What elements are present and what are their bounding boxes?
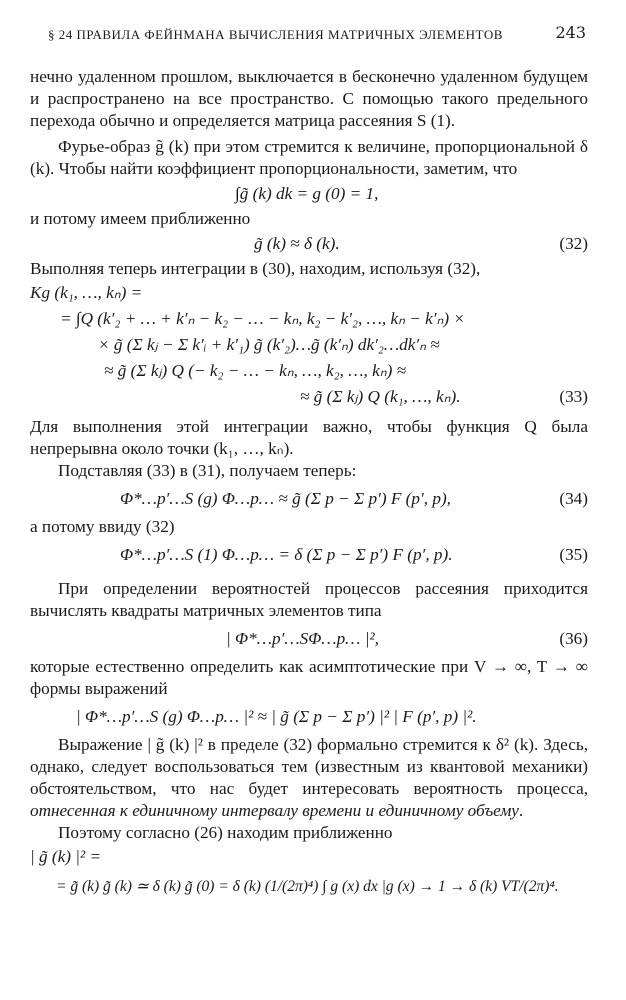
equation-number: (36) <box>559 629 588 648</box>
formula-35: Φ*…p′…S (1) Φ…p… = δ (Σ p − Σ p′) F (p′, p). (35) <box>30 538 588 572</box>
formula-final-line-1: | g̃ (k) |² = <box>30 847 102 866</box>
paragraph: Подставляя (33) в (31), получаем теперь: <box>58 461 357 480</box>
paragraph: Выражение | g̃ (k) |² в пределе (32) формально стремится к δ² (k). Здесь, однако, следует воспользоваться тем (известным из квантовой механики) обстоятельством, что нас будет интересовать вероятность процесса, отнесенная к единичному интервалу времени и единичному объему. <box>30 735 588 820</box>
paragraph: Для выполнения этой интеграции важно, чтобы функция Q была непрерывна около точки (k₁, …, kₙ). <box>30 417 588 458</box>
running-head: § 24 ПРАВИЛА ФЕЙНМАНА ВЫЧИСЛЕНИЯ МАТРИЧНЫХ ЭЛЕМЕНТОВ <box>48 27 503 42</box>
paragraph: нечно удаленном прошлом, выключается в бесконечно удаленном будущем и распространено на все пространство. С помощью такого предельного перехода обычно и определяется матрица рассеяния S (1). <box>30 67 588 130</box>
equation-number: (33) <box>559 387 588 406</box>
formula-final-line-2: = g̃ (k) g̃ (k) ≃ δ (k) g̃ (0) = δ (k) (1/(2π)⁴) ∫ g (x) dx |g (x) → 1 → δ (k) VT/(2π)⁴. <box>56 878 559 895</box>
formula-33-line-1: Kg (k₁, …, kₙ) = <box>30 283 143 302</box>
page-header <box>48 23 586 51</box>
equation-number: (32) <box>559 234 588 253</box>
paragraph: Фурье-образ g̃ (k) при этом стремится к величине, пропорциональной δ (k). Чтобы найти коэффициент пропорциональности, заметим, что <box>30 137 588 178</box>
page-number: 243 <box>555 23 586 42</box>
paragraph: Поэтому согласно (26) находим приближенно <box>58 823 393 842</box>
formula-32: g̃ (k) ≈ δ (k). (32) <box>30 230 588 258</box>
formula-33-line-2: = ∫Q (k′₂ + … + k′ₙ − k₂ − … − kₙ, k₂ − k′₂, …, kₙ − k′ₙ) × <box>60 309 465 328</box>
formula: ∫g̃ (k) dk = g (0) = 1, <box>235 184 379 203</box>
formula-33-line-4: ≈ g̃ (Σ kⱼ) Q (− k₂ − … − kₙ, …, k₂, …, kₙ) ≈ <box>104 361 407 380</box>
equation-number: (35) <box>559 545 588 564</box>
paragraph: а потому ввиду (32) <box>30 517 175 536</box>
paragraph: Выполняя теперь интеграции в (30), находим, используя (32), <box>30 259 481 278</box>
emphasis: отнесенная к единичному интервалу времени и единичному объему <box>30 801 519 820</box>
formula-33-line-3: × g̃ (Σ kⱼ − Σ k′ᵢ + k′₁) g̃ (k′₂)…g̃ (k′ₙ) dk′₂…dk′ₙ ≈ <box>98 335 440 354</box>
paragraph: которые естественно определить как асимптотические при V → ∞, T → ∞ формы выражений <box>30 657 588 698</box>
formula-34: Φ*…p′…S (g) Φ…p… ≈ g̃ (Σ p − Σ p′) F (p′, p), (34) <box>30 482 588 516</box>
equation-number: (34) <box>559 489 588 508</box>
paragraph: При определении вероятностей процессов рассеяния приходится вычислять квадраты матричных элементов типа <box>30 579 588 620</box>
page-body <box>30 66 588 904</box>
formula-36: | Φ*…p′…SΦ…p… |², (36) <box>30 622 588 656</box>
formula: | Φ*…p′…S (g) Φ…p… |² ≈ | g̃ (Σ p − Σ p′) |² | F (p′, p) |². <box>76 707 477 726</box>
paragraph: и потому имеем приближенно <box>30 209 251 228</box>
formula-33-line-5: ≈ g̃ (Σ kⱼ) Q (k₁, …, kₙ). (33) <box>30 384 588 410</box>
